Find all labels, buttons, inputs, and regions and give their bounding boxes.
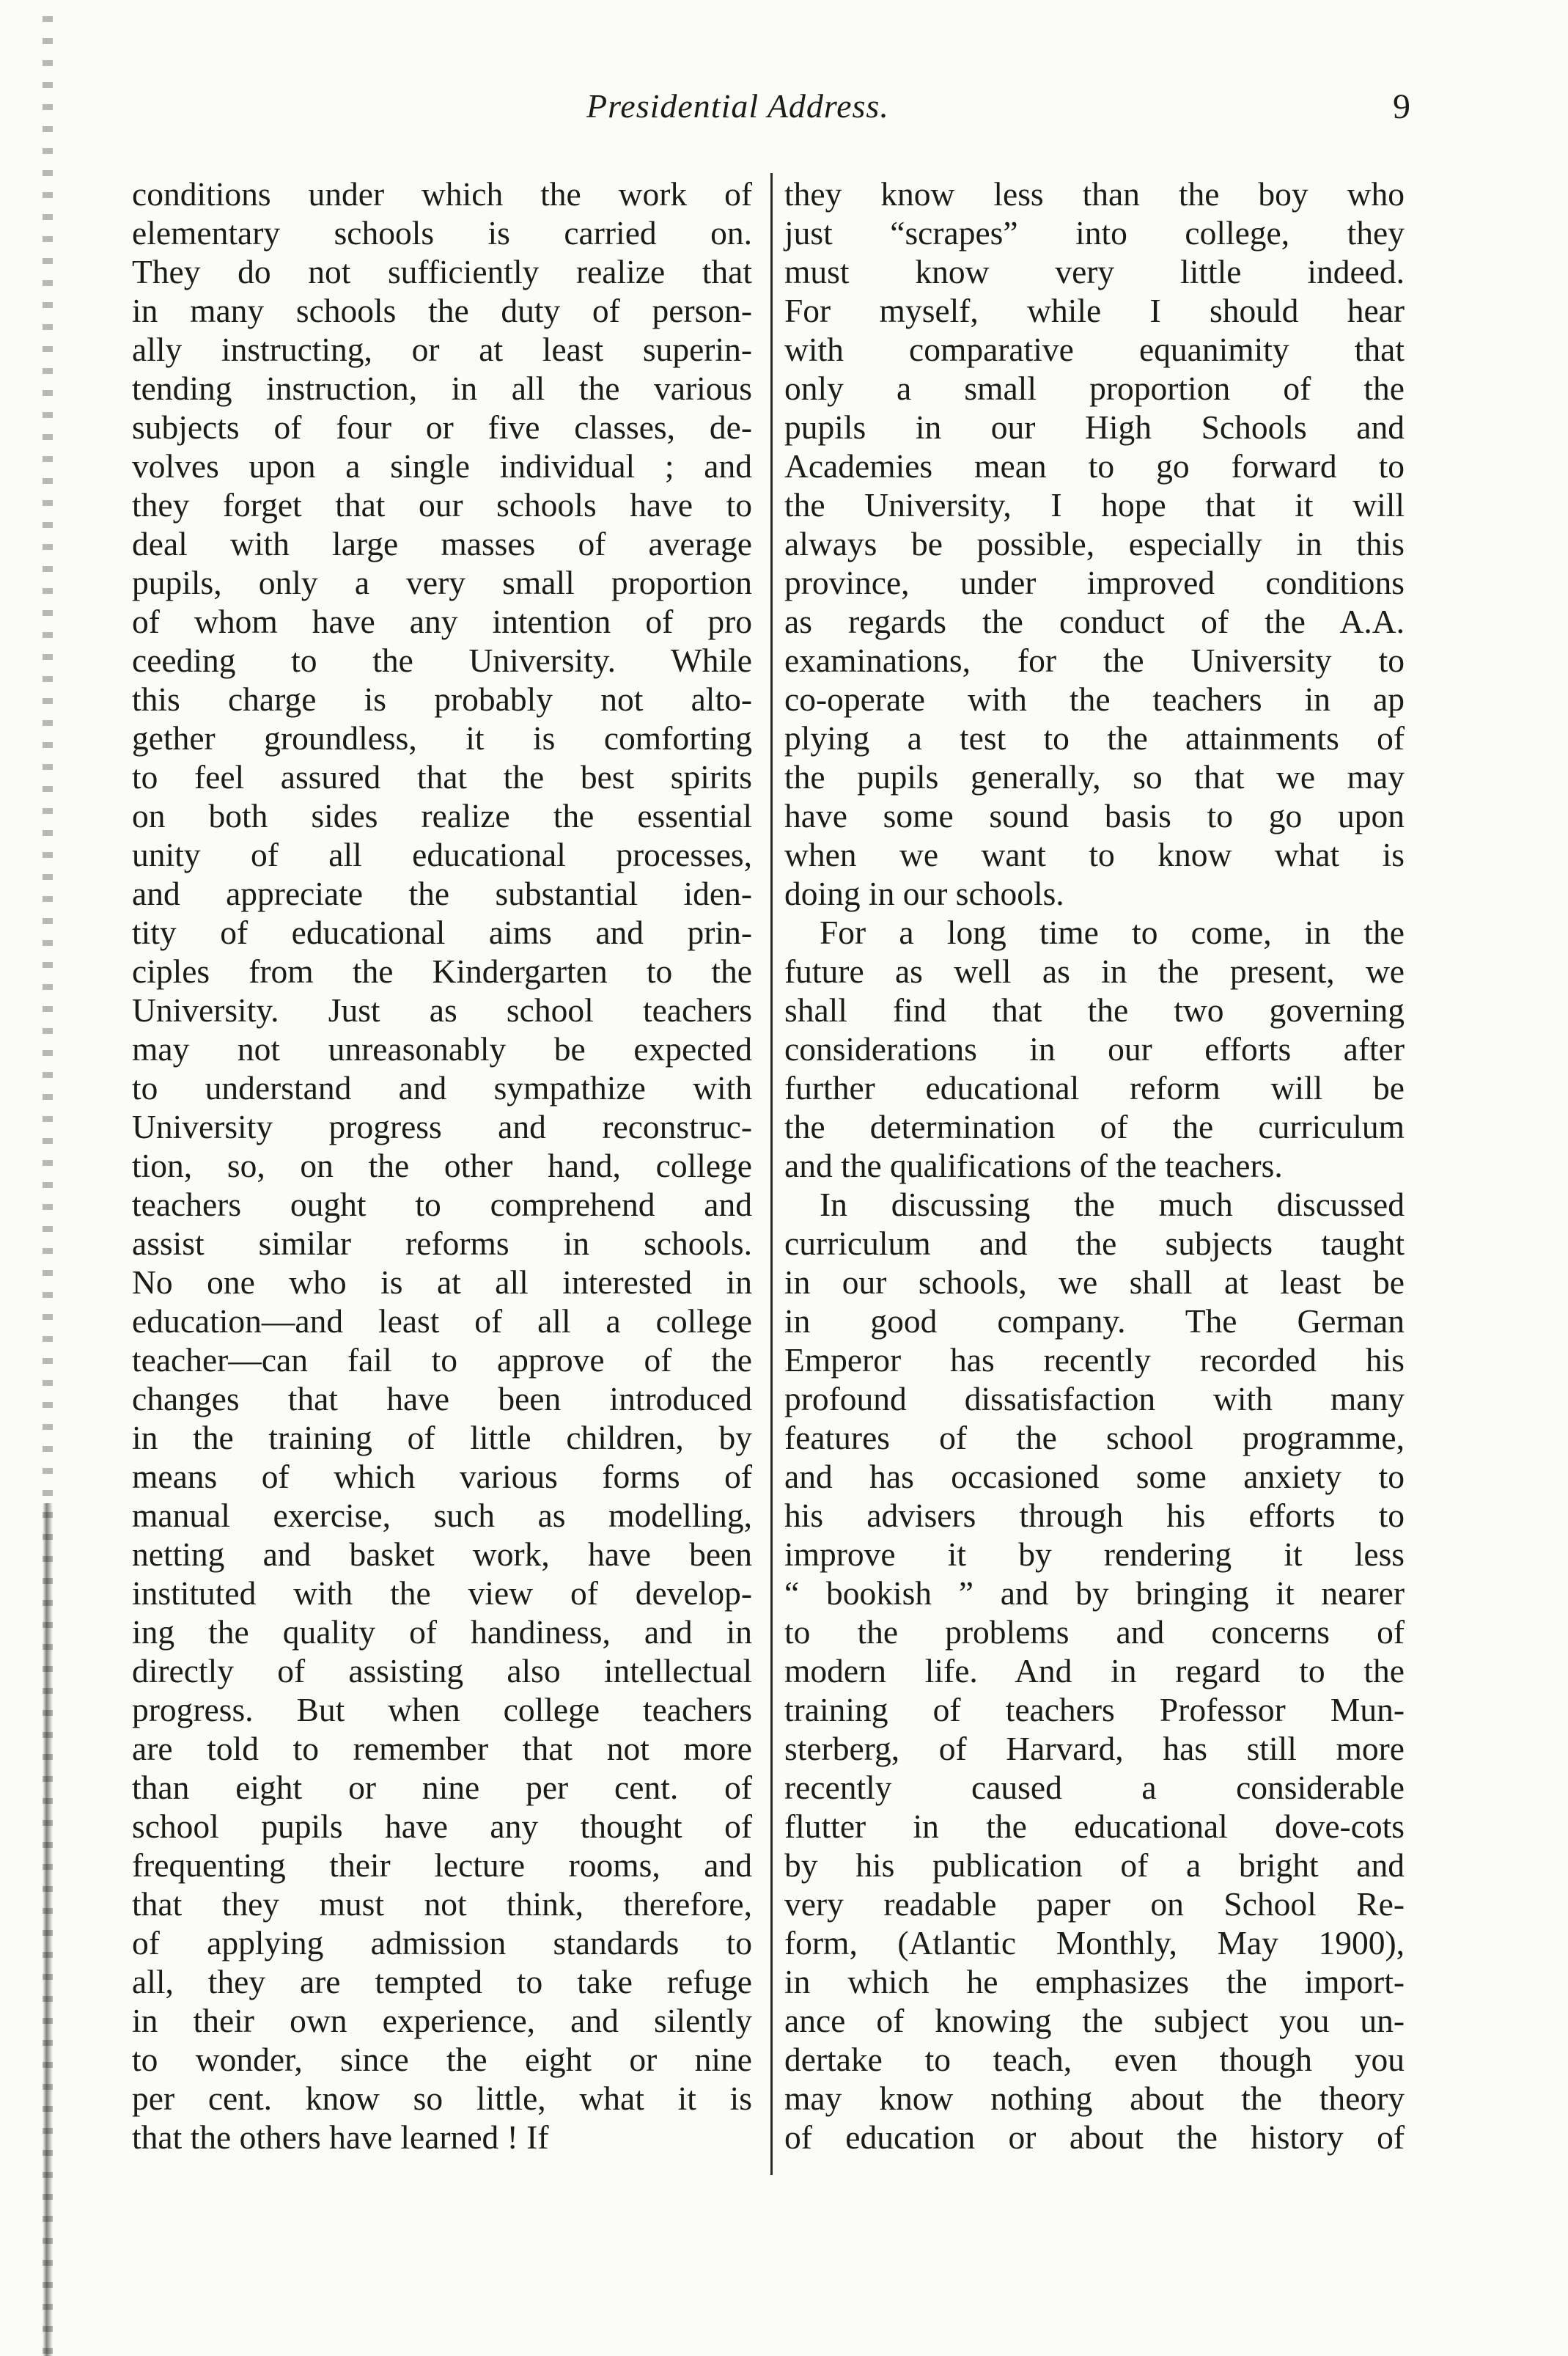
text-line: assist similar reforms in schools. — [132, 1225, 752, 1262]
text-line: plying a test to the attainments of — [784, 719, 1405, 757]
text-line: gether groundless, it is comforting — [132, 719, 752, 757]
text-line: in many schools the duty of person- — [132, 292, 752, 329]
right-text-column — [784, 175, 1405, 2157]
text-line: University progress and reconstruc- — [132, 1108, 752, 1145]
text-line: tion, so, on the other hand, college — [132, 1147, 752, 1184]
text-line: may not unreasonably be expected — [132, 1030, 752, 1068]
text-line: ing the quality of handiness, and in — [132, 1613, 752, 1651]
text-line: in the training of little children, by — [132, 1419, 752, 1456]
text-line: directly of assisting also intellectual — [132, 1652, 752, 1689]
text-line: in which he emphasizes the import- — [784, 1963, 1405, 2000]
text-line: must know very little indeed. — [784, 253, 1405, 290]
text-line: have some sound basis to go upon — [784, 797, 1405, 834]
running-head: Presidential Address. — [586, 87, 889, 125]
text-line: netting and basket work, have been — [132, 1535, 752, 1573]
text-line: the determination of the curriculum — [784, 1108, 1405, 1145]
text-line: the pupils generally, so that we may — [784, 758, 1405, 796]
text-line: form, (Atlantic Monthly, May 1900), — [784, 1924, 1405, 1962]
page-number: 9 — [1393, 87, 1410, 126]
text-line: They do not sufficiently realize that — [132, 253, 752, 290]
text-line: his advisers through his efforts to — [784, 1497, 1405, 1534]
text-line: For myself, while I should hear — [784, 292, 1405, 329]
text-line: No one who is at all interested in — [132, 1263, 752, 1301]
text-line: to understand and sympathize with — [132, 1069, 752, 1107]
text-line: ceeding to the University. While — [132, 642, 752, 679]
text-line: profound dissatisfaction with many — [784, 1380, 1405, 1417]
text-line: just “scrapes” into college, they — [784, 214, 1405, 252]
text-line: means of which various forms of — [132, 1458, 752, 1495]
text-line: volves upon a single individual ; and — [132, 447, 752, 485]
text-line: further educational reform will be — [784, 1069, 1405, 1107]
text-line: future as well as in the present, we — [784, 953, 1405, 990]
text-line: co-operate with the teachers in ap — [784, 680, 1405, 718]
text-line: improve it by rendering it less — [784, 1535, 1405, 1573]
text-line: may know nothing about the theory — [784, 2080, 1405, 2117]
text-line: in good company. The German — [784, 1302, 1405, 1340]
left-text-column — [132, 175, 752, 2157]
text-line: frequenting their lecture rooms, and — [132, 1846, 752, 1884]
text-line: examinations, for the University to — [784, 642, 1405, 679]
text-line: features of the school programme, — [784, 1419, 1405, 1456]
text-line: in our schools, we shall at least be — [784, 1263, 1405, 1301]
text-line: teacher—can fail to approve of the — [132, 1341, 752, 1379]
text-line: “ bookish ” and by bringing it nearer — [784, 1574, 1405, 1612]
text-line: Emperor has recently recorded his — [784, 1341, 1405, 1379]
scan-binding-shadow — [43, 1503, 53, 2356]
text-line: For a long time to come, in the — [820, 914, 1405, 951]
text-line: when we want to know what is — [784, 836, 1405, 873]
text-line: conditions under which the work of — [132, 175, 752, 213]
text-line: to wonder, since the eight or nine — [132, 2041, 752, 2078]
text-line: progress. But when college teachers — [132, 1691, 752, 1728]
text-line: that they must not think, therefore, — [132, 1885, 752, 1923]
text-line: pupils in our High Schools and — [784, 408, 1405, 446]
text-line: manual exercise, such as modelling, — [132, 1497, 752, 1534]
column-divider-rule — [770, 173, 773, 2175]
text-line: very readable paper on School Re- — [784, 1885, 1405, 1923]
text-line: considerations in our efforts after — [784, 1030, 1405, 1068]
text-line: that the others have learned ! If — [132, 2118, 549, 2156]
text-line: unity of all educational processes, — [132, 836, 752, 873]
text-line: on both sides realize the essential — [132, 797, 752, 834]
text-line: shall find that the two governing — [784, 991, 1405, 1029]
text-line: to feel assured that the best spirits — [132, 758, 752, 796]
text-line: tending instruction, in all the various — [132, 370, 752, 407]
text-line: province, under improved conditions — [784, 564, 1405, 601]
text-line: and the qualifications of the teachers. — [784, 1147, 1283, 1184]
text-line: teachers ought to comprehend and — [132, 1186, 752, 1223]
text-line: and has occasioned some anxiety to — [784, 1458, 1405, 1495]
text-line: the University, I hope that it will — [784, 486, 1405, 524]
text-line: recently caused a considerable — [784, 1769, 1405, 1806]
text-line: deal with large masses of average — [132, 525, 752, 562]
text-line: Academies mean to go forward to — [784, 447, 1405, 485]
text-line: ciples from the Kindergarten to the — [132, 953, 752, 990]
text-line: University. Just as school teachers — [132, 991, 752, 1029]
text-line: dertake to teach, even though you — [784, 2041, 1405, 2078]
text-line: per cent. know so little, what it is — [132, 2080, 752, 2117]
text-line: as regards the conduct of the A.A. — [784, 603, 1405, 640]
text-line: elementary schools is carried on. — [132, 214, 752, 252]
text-line: school pupils have any thought of — [132, 1808, 752, 1845]
text-line: by his publication of a bright and — [784, 1846, 1405, 1884]
text-line: In discussing the much discussed — [820, 1186, 1405, 1223]
text-line: training of teachers Professor Mun- — [784, 1691, 1405, 1728]
text-line: they forget that our schools have to — [132, 486, 752, 524]
text-line: pupils, only a very small proportion — [132, 564, 752, 601]
text-line: with comparative equanimity that — [784, 331, 1405, 368]
text-line: than eight or nine per cent. of — [132, 1769, 752, 1806]
text-line: instituted with the view of develop- — [132, 1574, 752, 1612]
text-line: and appreciate the substantial iden- — [132, 875, 752, 912]
text-line: ally instructing, or at least superin- — [132, 331, 752, 368]
text-line: sterberg, of Harvard, has still more — [784, 1730, 1405, 1767]
text-line: all, they are tempted to take refuge — [132, 1963, 752, 2000]
text-line: modern life. And in regard to the — [784, 1652, 1405, 1689]
text-line: changes that have been introduced — [132, 1380, 752, 1417]
text-line: doing in our schools. — [784, 875, 1064, 912]
text-line: tity of educational aims and prin- — [132, 914, 752, 951]
text-line: of whom have any intention of pro — [132, 603, 752, 640]
page-header — [0, 87, 1568, 138]
text-line: ance of knowing the subject you un- — [784, 2002, 1405, 2039]
text-line: always be possible, especially in this — [784, 525, 1405, 562]
text-line: are told to remember that not more — [132, 1730, 752, 1767]
text-line: only a small proportion of the — [784, 370, 1405, 407]
text-line: of applying admission standards to — [132, 1924, 752, 1962]
text-line: education—and least of all a college — [132, 1302, 752, 1340]
text-line: subjects of four or five classes, de- — [132, 408, 752, 446]
text-line: curriculum and the subjects taught — [784, 1225, 1405, 1262]
text-line: of education or about the history of — [784, 2118, 1405, 2156]
text-line: this charge is probably not alto- — [132, 680, 752, 718]
text-line: in their own experience, and silently — [132, 2002, 752, 2039]
text-line: flutter in the educational dove-cots — [784, 1808, 1405, 1845]
text-line: to the problems and concerns of — [784, 1613, 1405, 1651]
text-line: they know less than the boy who — [784, 175, 1405, 213]
